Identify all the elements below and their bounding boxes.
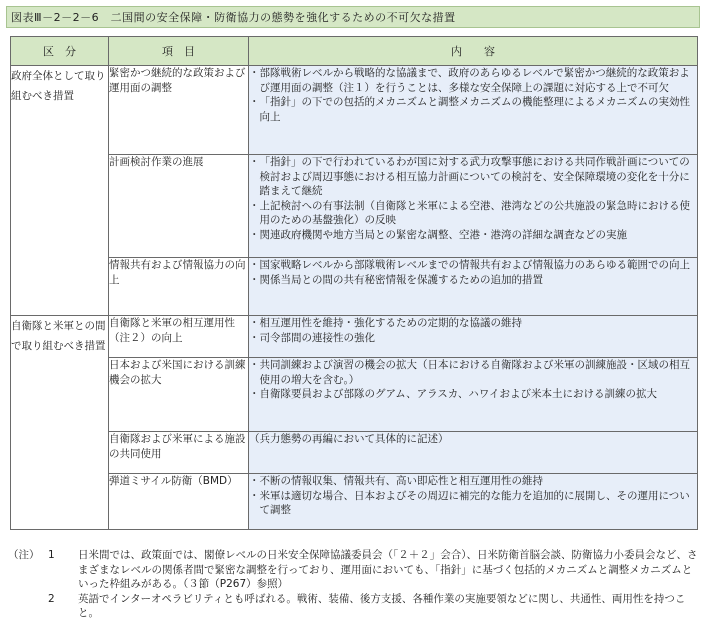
table-row	[11, 258, 698, 316]
item-bmd: 弾道ミサイル防衛（BMD）	[109, 474, 249, 530]
table-row	[11, 155, 698, 258]
list-item: ・ 上記検討への有事法制（自衛隊と米軍による空港、港湾などの公共施設の緊急時における使用のための基盤強化）の反映	[249, 199, 690, 226]
item-training: 日本および米国における訓練機会の拡大	[109, 358, 249, 432]
table-row	[11, 358, 698, 432]
content-cell	[249, 258, 698, 316]
list-item: ・ 関係当局との間の共有秘密情報を保護するための追加的措置	[249, 273, 543, 286]
footnote-label: （注）	[8, 549, 40, 561]
list-item: ・ 自衛隊要員および部隊のグアム、アラスカ、ハワイおよび米本土における訓練の拡大	[249, 388, 658, 400]
item-shared-facilities: 自衛隊および米軍による施設の共同使用	[109, 432, 249, 474]
content-plain: （兵力態勢の再編において具体的に記述）	[249, 433, 449, 445]
content-cell	[249, 474, 698, 530]
content-cell	[249, 432, 698, 474]
footnote-number: 1	[48, 549, 55, 561]
content-cell	[249, 155, 698, 258]
item-policy-coordination: 緊密かつ継続的な政策および運用面の調整	[109, 66, 249, 155]
footnote	[8, 548, 702, 592]
item-interoperability: 自衛隊と米軍の相互運用性（注２）の向上	[109, 316, 249, 358]
figure-title	[6, 6, 700, 28]
header-content: 内 容	[249, 37, 698, 66]
table-row	[11, 432, 698, 474]
list-item: ・ 相互運用性を維持・強化するための定期的な協議の維持	[249, 317, 522, 329]
table-header-row	[11, 37, 698, 66]
list-item: ・ 「指針」の下で行われているわが国に対する武力攻撃事態における共同作戦計画についての検討および周辺事態における相互協力計画についての検討を、安全保障環境の変化を十分に踏まえて継続	[249, 156, 690, 197]
list-item: ・ 「指針」の下での包括的メカニズムと調整メカニズムの機能整理によるメカニズムの実効性向上	[249, 96, 690, 123]
table-row	[11, 316, 698, 358]
table-row	[11, 66, 698, 155]
footnotes	[8, 548, 702, 621]
list-item: ・ 米軍は適切な場合、日本およびその周辺に補完的な能力を追加的に展開し、その運用について調整	[249, 489, 690, 516]
figure-title-text: 図表Ⅲ－2－2－6 二国間の安全保障・防衛協力の態勢を強化するための不可欠な措置	[11, 11, 456, 24]
list-item: ・ 国家戦略レベルから部隊戦術レベルまでの情報共有および情報協力のあらゆる範囲での向上	[249, 259, 690, 271]
measures-table	[10, 36, 698, 530]
list-item: ・ 司令部間の連接性の強化	[249, 331, 375, 344]
table-row	[11, 474, 698, 530]
category-government: 政府全体として取り組むべき措置	[11, 66, 109, 316]
header-category: 区 分	[11, 37, 109, 66]
list-item: ・ 関連政府機関や地方当局との緊密な調整、空港・港湾の詳細な調査などの実施	[249, 228, 627, 241]
header-item: 項 目	[109, 37, 249, 66]
footnote-number: 2	[48, 592, 55, 605]
footnote-text: 日米間では、政策面では、閣僚レベルの日米安全保障協議委員会（「２＋２」会合）、日米防衛首脳会談、防衛協力小委員会など、さまざまなレベルの関係者間で緊密な調整を行っており、運用面においても、「指針」に基づく包括的メカニズムと調整メカニズムといった枠組みがある。（３節（P267）参照）	[78, 549, 698, 590]
content-cell	[249, 316, 698, 358]
item-information-sharing: 情報共有および情報協力の向上	[109, 258, 249, 316]
footnote	[8, 592, 702, 621]
content-cell	[249, 358, 698, 432]
list-item: ・ 部隊戦術レベルから戦略的な協議まで、政府のあらゆるレベルで緊密かつ継続的な政策および運用面の調整（注１）を行うことは、多様な安全保障上の課題に対応する上で不可欠	[249, 67, 690, 94]
list-item: ・ 共同訓練および演習の機会の拡大（日本における自衛隊および米軍の訓練施設・区域の相互使用の増大を含む。）	[249, 359, 690, 386]
content-cell	[249, 66, 698, 155]
category-sdf-usforces: 自衛隊と米軍との間で取り組むべき措置	[11, 316, 109, 530]
item-planning: 計画検討作業の進展	[109, 155, 249, 258]
list-item: ・ 不断の情報収集、情報共有、高い即応性と相互運用性の維持	[249, 475, 543, 487]
footnote-text: 英語でインターオペラビリティとも呼ばれる。戦術、装備、後方支援、各種作業の実施要領などに関し、共通性、両用性を持つこと。	[78, 592, 686, 619]
